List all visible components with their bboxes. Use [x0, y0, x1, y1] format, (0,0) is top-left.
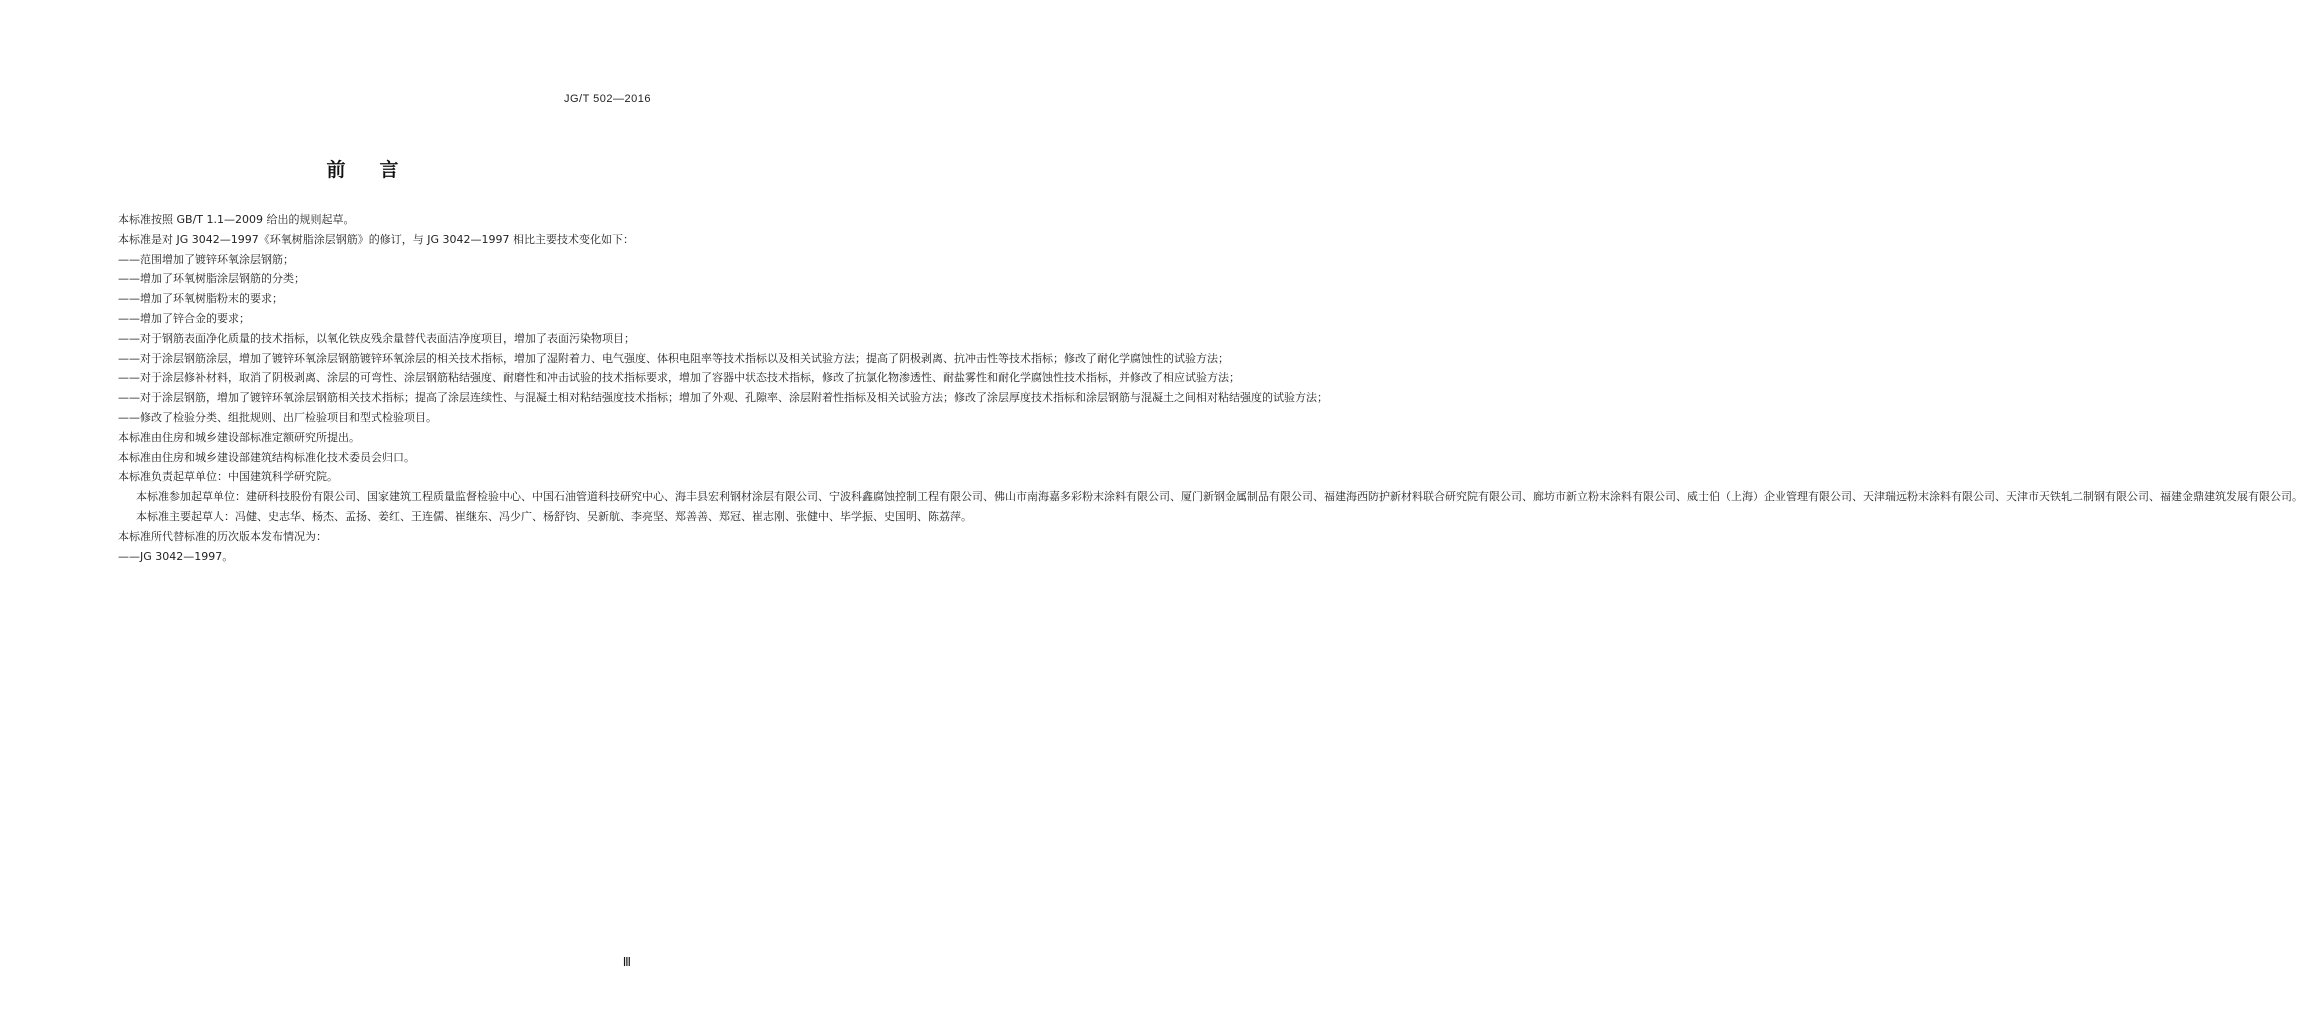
change-item-classification: ——增加了环氧树脂涂层钢筋的分类； [118, 272, 305, 286]
paragraph-lead-drafter: 本标准负责起草单位：中国建筑科学研究院。 [118, 470, 338, 484]
history-item: ——JG 3042—1997。 [118, 549, 234, 563]
preface-body [118, 210, 2303, 566]
paragraph-participating-units: 本标准参加起草单位：建研科技股份有限公司、国家建筑工程质量监督检验中心、中国石油管道科技研究中心、海丰县宏利钢材涂层有限公司、宁波科鑫腐蚀控制工程有限公司、佛山市南海嘉多彩粉末涂料有限公司、厦门新钢金属制品有限公司、福建海西防护新材料联合研究院有限公司、廊坊市新立粉末涂料有限公司、威士伯（上海）企业管理有限公司、天津瑞远粉末涂料有限公司、天津市天铁轧二制钢有限公司、福建金鼎建筑发展有限公司。 [136, 490, 2303, 504]
paragraph-revision-intro: 本标准是对 JG 3042—1997《环氧树脂涂层钢筋》的修订，与 JG 3042—1997 相比主要技术变化如下： [118, 232, 634, 246]
change-item-coated-bar: ——对于涂层钢筋，增加了镀锌环氧涂层钢筋相关技术指标；提高了涂层连续性、与混凝土相对粘结强度技术指标；增加了外观、孔隙率、涂层附着性指标及相关试验方法；修改了涂层厚度技术指标和涂层钢筋与混凝土之间相对粘结强度的试验方法； [118, 391, 1328, 405]
page-title: 前言 [326, 159, 433, 181]
change-item-coating: ——对于涂层钢筋涂层，增加了镀锌环氧涂层钢筋镀锌环氧涂层的相关技术指标，增加了湿附着力、电气强度、体积电阻率等技术指标以及相关试验方法；提高了阴极剥离、抗冲击性等技术指标；修改了耐化学腐蚀性的试验方法； [118, 351, 1229, 365]
paragraph-drafting-rule: 本标准按照 GB/T 1.1—2009 给出的规则起草。 [118, 213, 355, 226]
paragraph-drafters: 本标准主要起草人：冯健、史志华、杨杰、孟扬、姜红、王连儒、崔继东、冯少广、杨舒钧、吴新航、李亮坚、郑善善、郑冠、崔志刚、张健中、毕学振、史国明、陈荔萍。 [136, 509, 972, 523]
change-item-repair-material: ——对于涂层修补材料，取消了阴极剥离、涂层的可弯性、涂层钢筋粘结强度、耐磨性和冲击试验的技术指标要求，增加了容器中状态技术指标，修改了抗氯化物渗透性、耐盐雾性和耐化学腐蚀性技术指标，并修改了相应试验方法； [118, 371, 1240, 385]
standard-number-header: JG/T 502—2016 [563, 93, 651, 105]
change-item-surface-cleaning: ——对于钢筋表面净化质量的技术指标，以氧化铁皮残余量替代表面洁净度项目，增加了表面污染物项目； [118, 331, 635, 345]
page-number: Ⅲ [622, 955, 631, 969]
paragraph-committee: 本标准由住房和城乡建设部建筑结构标准化技术委员会归口。 [118, 450, 415, 464]
change-item-inspection: ——修改了检验分类、组批规则、出厂检验项目和型式检验项目。 [118, 410, 437, 424]
change-item-powder: ——增加了环氧树脂粉末的要求； [118, 292, 283, 306]
paragraph-history: 本标准所代替标准的历次版本发布情况为： [118, 529, 327, 543]
paragraph-proposer: 本标准由住房和城乡建设部标准定额研究所提出。 [118, 430, 360, 444]
change-item-zinc-alloy: ——增加了锌合金的要求； [118, 311, 250, 325]
change-item-scope: ——范围增加了镀锌环氧涂层钢筋； [118, 252, 294, 266]
